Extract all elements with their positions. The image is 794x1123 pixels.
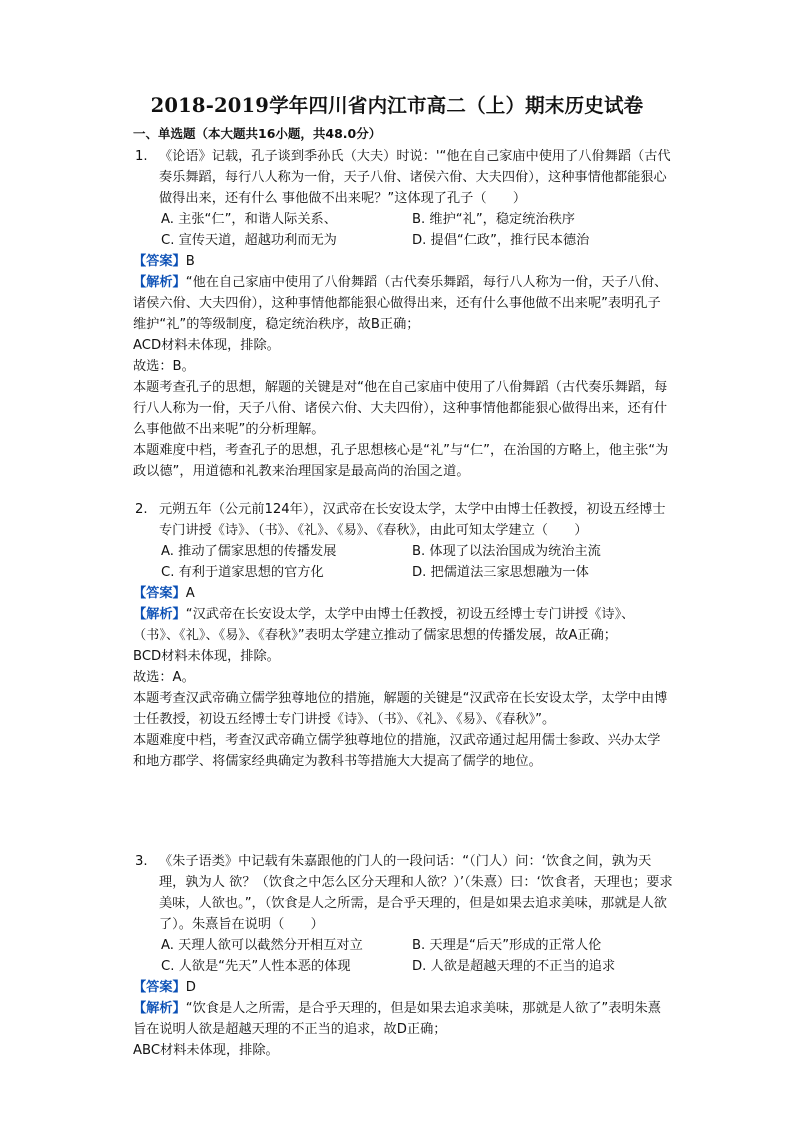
option-c: C. 人欲是“先天”人性本恶的体现 — [161, 959, 351, 974]
answer-line — [133, 977, 673, 998]
analysis-text: “汉武帝在长安设太学，太学中由博士任教授，初设五经博士专门讲授《诗》、（书》、《礼》、《易》、《春秋》”表明太学建立推动了儒家思想的传播发展，故A正确； — [133, 607, 635, 643]
answer-tag: 【答案】 — [133, 980, 186, 995]
option-b: B. 体现了以法治国成为统治主流 — [412, 544, 601, 559]
analysis-tag: 【解析】 — [133, 1001, 186, 1016]
option-a: A. 天理人欲可以截然分开相互对立 — [161, 938, 363, 953]
section-heading: 一、单选题（本大题共16小题，共48.0分） — [133, 126, 382, 141]
answer-line — [133, 583, 673, 604]
analysis-line: ABC材料未体现，排除。 — [133, 1043, 279, 1058]
analysis-paragraph — [133, 998, 673, 1040]
answer-tag: 【答案】 — [133, 254, 186, 269]
question-stem — [133, 499, 673, 541]
analysis-line: 本题难度中档，考查孔子的思想，孔子思想核心是“礼”与“仁”，在治国的方略上，他主张“为政以德”，用道德和礼教来治理国家是最高尚的治国之道。 — [133, 443, 669, 479]
analysis-line: 本题难度中档，考查汉武帝确立儒学独尊地位的措施，汉武帝通过起用儒士参政、兴办太学和地方郡学、将儒家经典确定为教科书等措施大大提高了儒学的地位。 — [133, 733, 661, 769]
options-grid — [133, 935, 673, 977]
analysis-tag: 【解析】 — [133, 275, 186, 290]
question-3 — [133, 851, 673, 1061]
analysis-paragraph — [133, 604, 673, 646]
answer-value: A — [185, 586, 195, 601]
answer-line — [133, 251, 673, 272]
analysis-line: 故选：B。 — [133, 359, 195, 374]
analysis-tag: 【解析】 — [133, 607, 186, 622]
analysis-line: 本题考查孔子的思想，解题的关键是对“他在自己家庙中使用了八佾舞蹈（古代奏乐舞蹈，每行八人称为一佾，天子八佾、诸侯六佾、大夫四佾），这种事情他都能狠心做得出来，还有什么事他做不出来呢”的分析理解。 — [133, 380, 668, 437]
option-a: A. 推动了儒家思想的传播发展 — [161, 544, 337, 559]
analysis-line: ACD材料未体现，排除。 — [133, 338, 280, 353]
answer-value: D — [185, 980, 196, 995]
option-d: D. 人欲是超越天理的不正当的追求 — [412, 959, 616, 974]
question-stem — [133, 851, 673, 935]
answer-tag: 【答案】 — [133, 586, 186, 601]
analysis-text: “饮食是人之所需，是合乎天理的，但是如果去追求美味，那就是人欲了”表明朱熹旨在说明人欲是超越天理的不正当的追求，故D正确； — [133, 1001, 661, 1037]
question-text: 元朔五年（公元前124年），汉武帝在长安设太学，太学中由博士任教授，初设五经博士专门讲授《诗》、（书》、《礼》、《易》、《春秋》，由此可知太学建立（ ） — [159, 502, 666, 538]
question-number: 3. — [135, 854, 148, 869]
analysis-line: 故选：A。 — [133, 670, 195, 685]
page-title: 2018-2019学年四川省内江市高二（上）期末历史试卷 — [150, 94, 644, 117]
question-text: 《朱子语类》中记载有朱嘉跟他的门人的一段问话：“（门人）问：‘饮食之间，孰为天理，孰为人 欲？（饮食之中怎么区分天理和人欲？）’（朱熹）曰：‘饮食者，天理也；要求美味，人欲也。”，（饮食是人之所需，是合乎天理的，但是如果去追求美味，那就是人欲了）。朱熹旨在说明（ ） — [159, 854, 673, 932]
option-c: C. 有利于道家思想的官方化 — [161, 565, 324, 580]
options-grid — [133, 541, 673, 583]
analysis-line: 本题考查汉武帝确立儒学独尊地位的措施，解题的关键是“汉武帝在长安设太学，太学中由博士任教授，初设五经博士专门讲授《诗》、（书》、《礼》、《易》、《春秋》”。 — [133, 691, 668, 727]
question-text: 《论语》记载，孔子谈到季孙氏（大夫）时说：'“他在自己家庙中使用了八佾舞蹈（古代奏乐舞蹈，每行八人称为一佾，天子八佾、诸侯六佾、大夫四佾），这种事情他都能狠心做得出来，还有什么 事他做不出来呢？”这体现了孔子（ ） — [159, 149, 671, 206]
option-b: B. 维护“礼”，稳定统治秩序 — [412, 212, 575, 227]
option-d: D. 提倡“仁政”，推行民本德治 — [412, 233, 590, 248]
analysis-paragraph — [133, 272, 673, 335]
option-b: B. 天理是“后天”形成的正常人伦 — [412, 938, 602, 953]
analysis-text: “他在自己家庙中使用了八佾舞蹈（古代奏乐舞蹈，每行八人称为一佾，天子八佾、诸侯六佾、大夫四佾），这种事情他都能狠心做得出来，还有什么事他做不出来呢”表明孔子维护“礼”的等级制度，稳定统治秩序，故B正确； — [133, 275, 668, 332]
question-1 — [133, 146, 673, 482]
option-d: D. 把儒道法三家思想融为一体 — [412, 565, 589, 580]
question-2 — [133, 499, 673, 772]
analysis-line: BCD材料未体现，排除。 — [133, 649, 280, 664]
option-c: C. 宣传天道，超越功利而无为 — [161, 233, 337, 248]
question-stem — [133, 146, 673, 209]
answer-value: B — [185, 254, 195, 269]
question-number: 1. — [135, 149, 148, 164]
question-number: 2. — [135, 502, 148, 517]
options-grid — [133, 209, 673, 251]
option-a: A. 主张“仁”，和谐人际关系、 — [161, 212, 337, 227]
